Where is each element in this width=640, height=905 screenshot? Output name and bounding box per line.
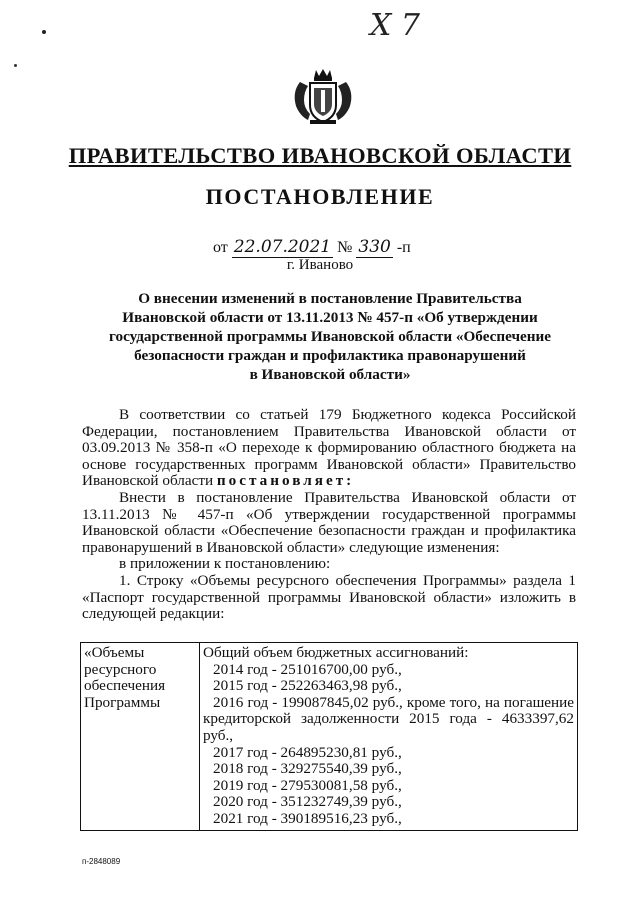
table-row bbox=[81, 643, 578, 831]
label-line: Программы bbox=[84, 693, 161, 711]
document-body bbox=[82, 407, 576, 623]
resources-table bbox=[80, 642, 578, 831]
year-line: 2015 год - 252263463,98 руб., bbox=[213, 677, 402, 695]
year-line: 2019 год - 279530081,58 руб., bbox=[213, 776, 402, 794]
title-line: безопасности граждан и профилактика правонарушений bbox=[134, 347, 526, 364]
table-cell-values bbox=[200, 643, 578, 831]
year-line: 2016 год - 199087845,02 руб., кроме того, на погашение кредиторской задолженности 2015 года - 4633397,62 руб., bbox=[203, 693, 574, 744]
ink-dot bbox=[42, 30, 46, 34]
title-line: в Ивановской области» bbox=[249, 366, 411, 383]
year-line: 2020 год - 351232749,39 руб., bbox=[213, 793, 402, 811]
city: г. Иваново bbox=[286, 257, 354, 273]
label-line: ресурсного bbox=[84, 660, 157, 678]
ink-dot bbox=[14, 64, 17, 67]
year-line: 2018 год - 329275540,39 руб., bbox=[213, 760, 402, 778]
label-line: «Объемы bbox=[84, 644, 145, 661]
government-title: ПРАВИТЕЛЬСТВО ИВАНОВСКОЙ ОБЛАСТИ bbox=[68, 143, 572, 168]
document-number: 330 bbox=[358, 237, 391, 257]
year-line: 2021 год - 390189516,23 руб., bbox=[213, 809, 402, 827]
number-suffix: -п bbox=[396, 239, 411, 256]
paragraph-item-1: 1. Строку «Объемы ресурсного обеспечения Программы» раздела 1 «Паспорт государственной программы Ивановской области» изложить в следующей редакции: bbox=[82, 571, 576, 623]
coat-of-arms-emblem bbox=[290, 66, 356, 126]
handwritten-mark: Х 7 bbox=[370, 8, 420, 43]
date-prefix: от bbox=[213, 239, 228, 256]
resolution-title bbox=[95, 289, 565, 384]
label-line: обеспечения bbox=[84, 677, 166, 695]
title-line: О внесении изменений в постановление Правительства bbox=[138, 290, 522, 307]
values-header: Общий объем бюджетных ассигнований: bbox=[203, 644, 469, 661]
paragraph-text: В соответствии со статьей 179 Бюджетного кодекса Российской Федерации, постановлением Правительства Ивановской области от 03.09.2013 № 358-п «О переходе к формированию областного бюджета на основе государственных программ Ивановской области» Правительство Ивановской области bbox=[82, 406, 576, 490]
year-line: 2017 год - 264895230,81 руб., bbox=[213, 743, 402, 761]
document-type: ПОСТАНОВЛЕНИЕ bbox=[205, 184, 435, 209]
date-number-line bbox=[213, 237, 411, 257]
year-line: 2014 год - 251016700,00 руб., bbox=[213, 660, 402, 678]
footer-code: п-2848089 bbox=[82, 857, 121, 866]
paragraph-appendix: в приложении к постановлению: bbox=[119, 555, 331, 573]
paragraph-amend: Внести в постановление Правительства Ивановской области от 13.11.2013 № 457-п «Об утверждении государственной программы Ивановской области «Обеспечение безопасности граждан и профилактика правонарушений в Ивановской области» следующие изменения: bbox=[82, 488, 576, 556]
resolves-word: постановляет: bbox=[216, 472, 355, 490]
document-date: 22.07.2021 bbox=[233, 237, 332, 257]
number-sign: № bbox=[337, 239, 353, 256]
table-cell-label bbox=[81, 643, 200, 831]
paragraph-preamble bbox=[82, 407, 576, 490]
title-line: государственной программы Ивановской области «Обеспечение bbox=[108, 328, 552, 345]
title-line: Ивановской области от 13.11.2013 № 457-п «Об утверждении bbox=[122, 309, 538, 326]
